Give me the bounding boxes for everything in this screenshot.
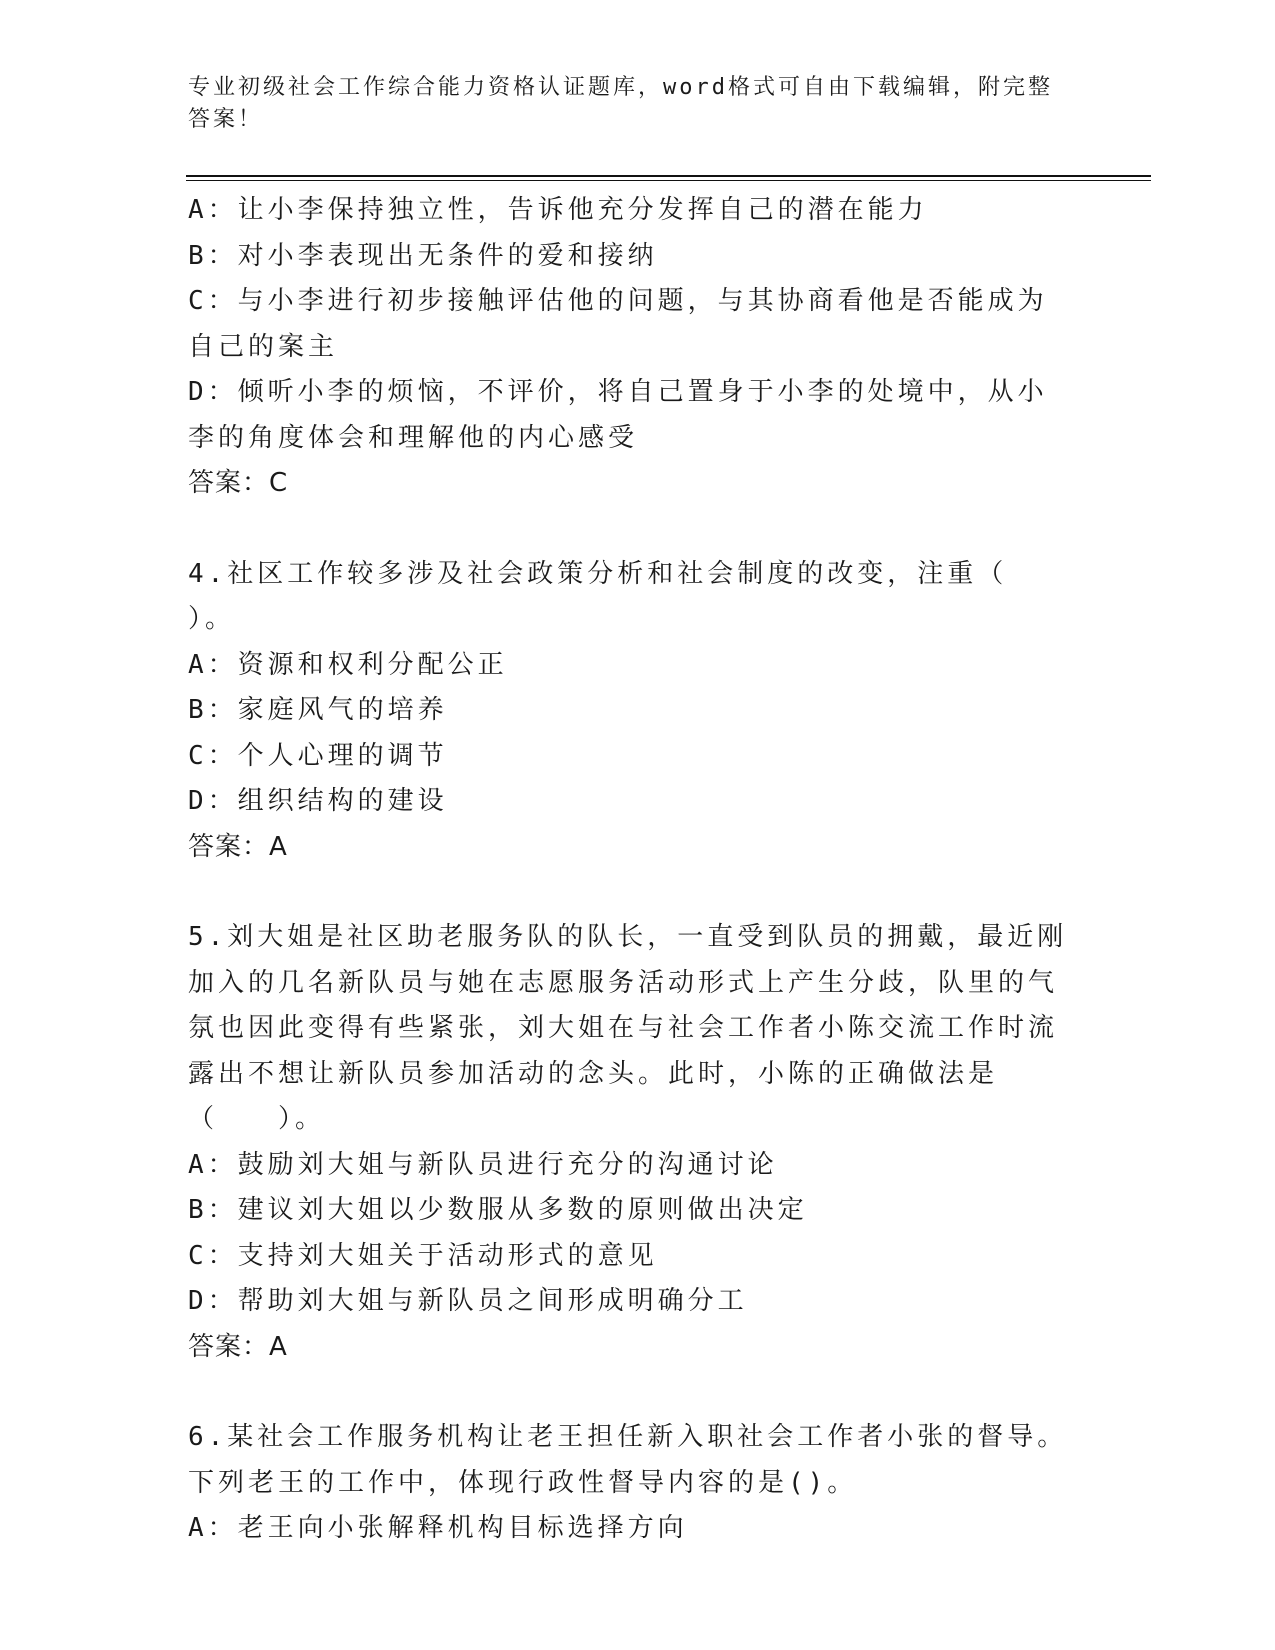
option-a: A：资源和权利分配公正	[188, 649, 508, 680]
answer: 答案：C	[188, 468, 289, 498]
option-d: D：倾听小李的烦恼，不评价，将自己置身于小李的处境中，从小李的角度体会和理解他的内心感受	[188, 377, 1048, 453]
spacer	[188, 1370, 1068, 1415]
option-d: D：帮助刘大姐与新队员之间形成明确分工	[188, 1286, 748, 1316]
option-b: B：建议刘大姐以少数服从多数的原则做出决定	[188, 1195, 808, 1225]
answer: 答案：A	[188, 831, 288, 862]
option-a: A：老王向小张解释机构目标选择方向	[188, 1513, 688, 1543]
option-a: A：让小李保持独立性，告诉他充分发挥自己的潜在能力	[188, 195, 928, 225]
question-3	[188, 188, 1068, 507]
option-b: B：家庭风气的培养	[188, 695, 448, 725]
document-header	[188, 72, 1068, 136]
question-5	[188, 915, 1068, 1370]
option-c: C：与小李进行初步接触评估他的问题，与其协商看他是否能成为自己的案主	[188, 286, 1048, 362]
question-stem: 5.刘大姐是社区助老服务队的队长，一直受到队员的拥戴，最近刚加入的几名新队员与她在志愿服务活动形式上产生分歧，队里的气氛也因此变得有些紧张，刘大姐在与社会工作者小陈交流工作时流露出不想让新队员参加活动的念头。此时，小陈的正确做法是（ ）。	[188, 922, 1068, 1134]
header-divider-thick	[186, 175, 1151, 177]
option-c: C：个人心理的调节	[188, 740, 448, 771]
question-stem: 6.某社会工作服务机构让老王担任新入职社会工作者小张的督导。下列老王的工作中，体现行政性督导内容的是()。	[188, 1422, 1068, 1498]
question-4	[188, 552, 1068, 871]
option-b: B：对小李表现出无条件的爱和接纳	[188, 240, 658, 271]
question-6	[188, 1415, 1068, 1552]
spacer	[188, 507, 1068, 552]
answer: 答案：A	[188, 1331, 288, 1362]
question-list	[188, 188, 1068, 1552]
option-a: A：鼓励刘大姐与新队员进行充分的沟通讨论	[188, 1149, 778, 1180]
option-c: C：支持刘大姐关于活动形式的意见	[188, 1240, 658, 1271]
header-divider-thin	[186, 180, 1151, 181]
header-title: 专业初级社会工作综合能力资格认证题库，word格式可自由下载编辑，附完整答案！	[188, 75, 1053, 132]
question-stem: 4.社区工作较多涉及社会政策分析和社会制度的改变，注重（ ）。	[188, 558, 1008, 634]
spacer	[188, 870, 1068, 915]
option-d: D：组织结构的建设	[188, 786, 448, 816]
